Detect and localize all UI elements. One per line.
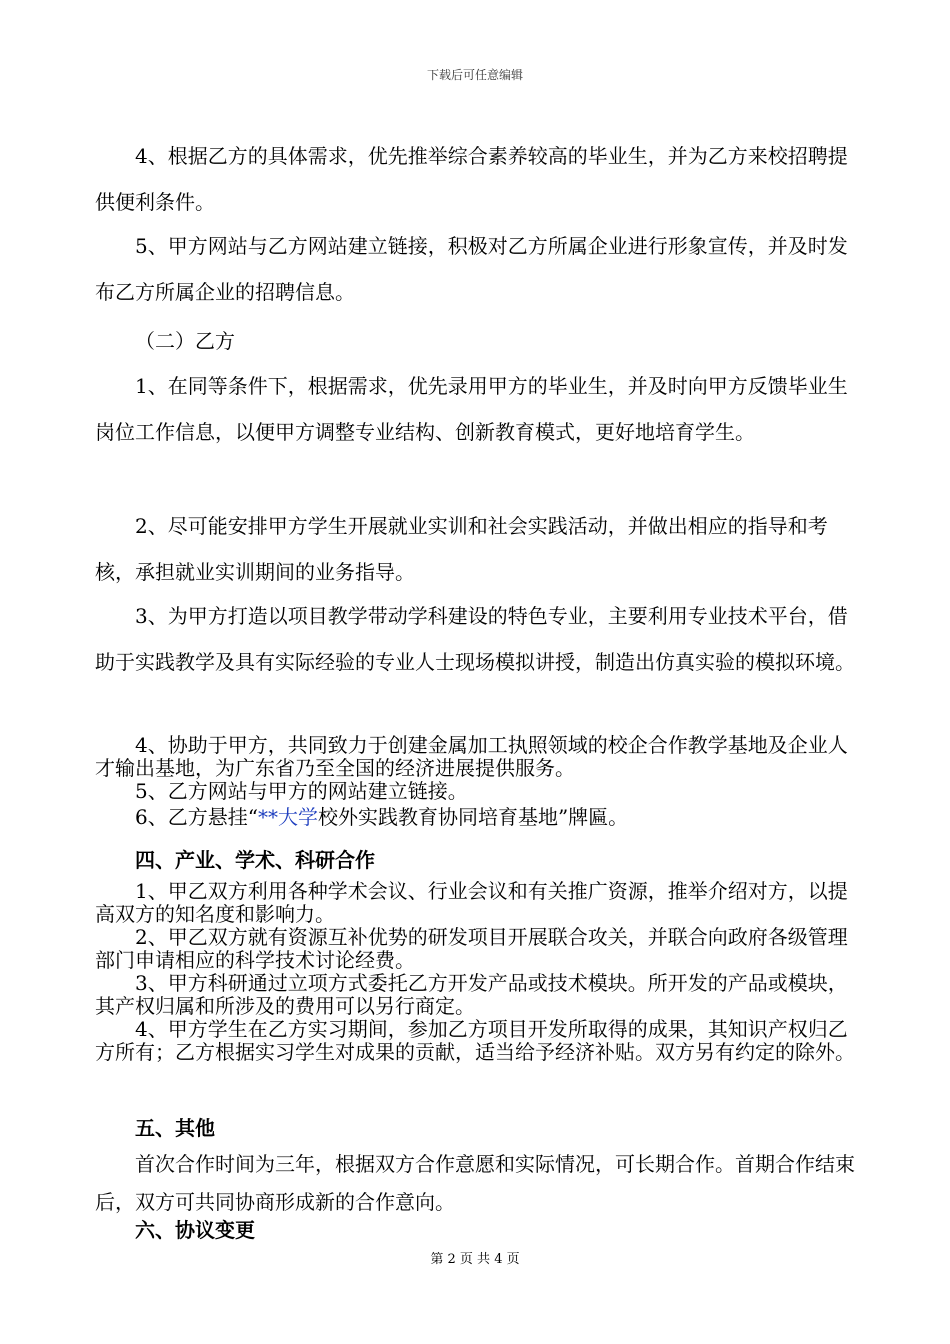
- paragraph-b2: 2、尽可能安排甲方学生开展就业实训和社会实践活动，并做出相应的指导和考核，承担就业实训期间的业务指导。: [95, 514, 828, 584]
- section-heading-6: 六、协议变更: [135, 1218, 255, 1242]
- paragraph-s5-1: 首次合作时间为三年，根据双方合作意愿和实际情况，可长期合作。首期合作结束后，双方可共同协商形成新的合作意向。: [95, 1152, 855, 1214]
- paragraph-b5: 5、乙方网站与甲方的网站建立链接。: [135, 779, 468, 803]
- paragraph-b6: [95, 806, 855, 829]
- paragraph-s4-3: 3、甲方科研通过立项方式委托乙方开发产品或技术模块。所开发的产品或模块，其产权归属和所涉及的费用可以另行商定。: [95, 971, 848, 1018]
- paragraph-b3: 3、为甲方打造以项目教学带动学科建设的特色专业，主要利用专业技术平台，借助于实践教学及具有实际经验的专业人士现场模拟讲授，制造出仿真实验的模拟环境。: [95, 604, 855, 674]
- b6-prefix: 6、乙方悬挂“: [135, 805, 258, 829]
- section-heading-4: 四、产业、学术、科研合作: [135, 848, 375, 872]
- subsection-heading-party-b: （二）乙方: [135, 329, 235, 353]
- paragraph-a4: 4、根据乙方的具体需求，优先推举综合素养较高的毕业生，并为乙方来校招聘提供便利条件。: [95, 144, 848, 214]
- paragraph-s4-1: 1、甲乙双方利用各种学术会议、行业会议和有关推广资源，推举介绍对方，以提高双方的知名度和影响力。: [95, 879, 848, 926]
- paragraph-b4: 4、协助于甲方，共同致力于创建金属加工执照领域的校企合作教学基地及企业人才输出基地，为广东省乃至全国的经济进展提供服务。: [95, 733, 848, 780]
- b6-suffix: 校外实践教育协同培育基地”牌匾。: [317, 805, 629, 829]
- paragraph-a5: 5、甲方网站与乙方网站建立链接，积极对乙方所属企业进行形象宣传，并及时发布乙方所属企业的招聘信息。: [95, 234, 848, 304]
- section-heading-5: 五、其他: [135, 1116, 215, 1140]
- university-link[interactable]: **大学: [257, 805, 318, 829]
- paragraph-b1: 1、在同等条件下，根据需求，优先录用甲方的毕业生，并及时向甲方反馈毕业生岗位工作信息，以便甲方调整专业结构、创新教育模式，更好地培育学生。: [95, 374, 848, 444]
- paragraph-s4-2: 2、甲乙双方就有资源互补优势的研发项目开展联合攻关，并联合向政府各级管理部门申请相应的科学技术讨论经费。: [95, 925, 848, 972]
- page-footer: 第 2 页 共 4 页: [430, 1252, 520, 1267]
- paragraph-s4-4: 4、甲方学生在乙方实习期间，参加乙方项目开发所取得的成果，其知识产权归乙方所有；乙方根据实习学生对成果的贡献，适当给予经济补贴。双方另有约定的除外。: [95, 1017, 855, 1064]
- page-header: 下载后可任意编辑: [426, 68, 523, 82]
